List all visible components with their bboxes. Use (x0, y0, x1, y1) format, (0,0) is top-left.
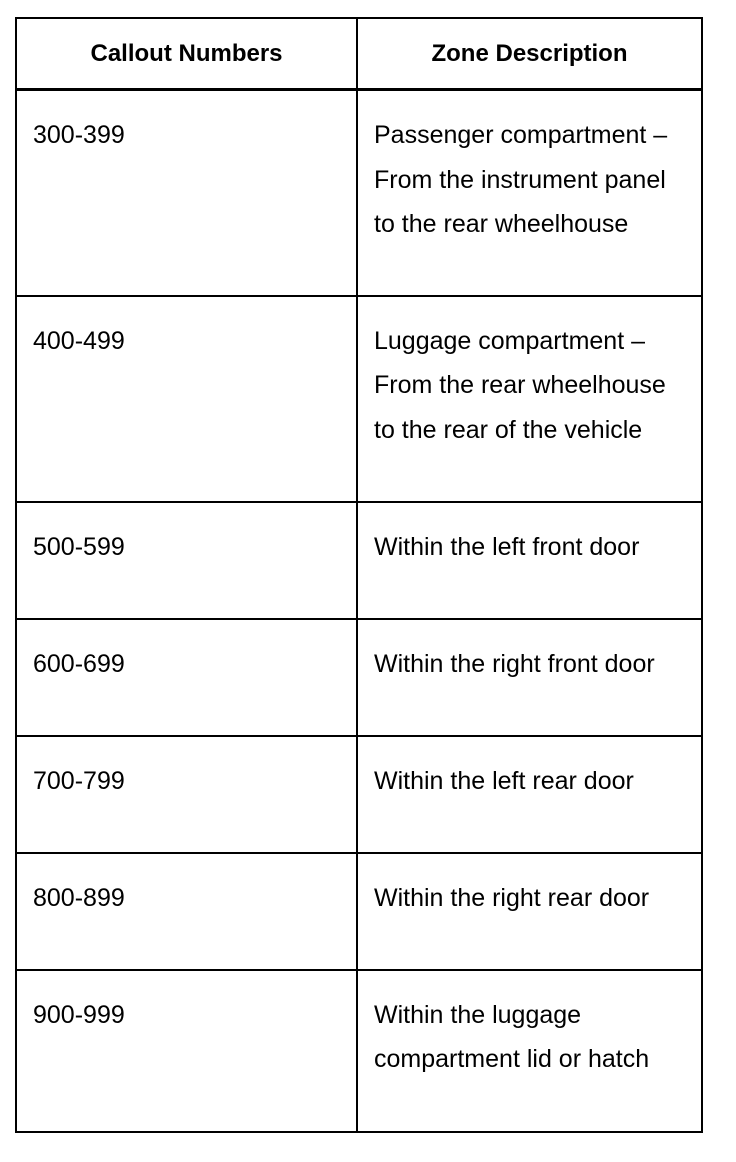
callout-range-cell: 600-699 (16, 619, 357, 736)
callout-range-cell: 500-599 (16, 502, 357, 619)
callout-numbers-header: Callout Numbers (16, 18, 357, 90)
callout-range-cell: 800-899 (16, 853, 357, 970)
zone-table (15, 17, 703, 1133)
header-row (16, 18, 702, 90)
table-row (16, 90, 702, 296)
table-row (16, 296, 702, 502)
table-row (16, 853, 702, 970)
callout-range-cell: 700-799 (16, 736, 357, 853)
table-row (16, 736, 702, 853)
zone-description-cell: Within the left rear door (357, 736, 702, 853)
callout-range-cell: 400-499 (16, 296, 357, 502)
table-row (16, 970, 702, 1132)
table-row (16, 502, 702, 619)
zone-description-header: Zone Description (357, 18, 702, 90)
zone-description-cell: Within the right front door (357, 619, 702, 736)
callout-range-cell: 900-999 (16, 970, 357, 1132)
table-header (16, 18, 702, 90)
zone-description-cell: Within the left front door (357, 502, 702, 619)
zone-description-cell: Within the luggage compartment lid or hatch (357, 970, 702, 1132)
zone-description-cell: Within the right rear door (357, 853, 702, 970)
table-row (16, 619, 702, 736)
table-body (16, 90, 702, 1132)
zone-description-cell: Passenger compartment – From the instrument panel to the rear wheelhouse (357, 90, 702, 296)
zone-description-cell: Luggage compartment – From the rear wheelhouse to the rear of the vehicle (357, 296, 702, 502)
callout-range-cell: 300-399 (16, 90, 357, 296)
